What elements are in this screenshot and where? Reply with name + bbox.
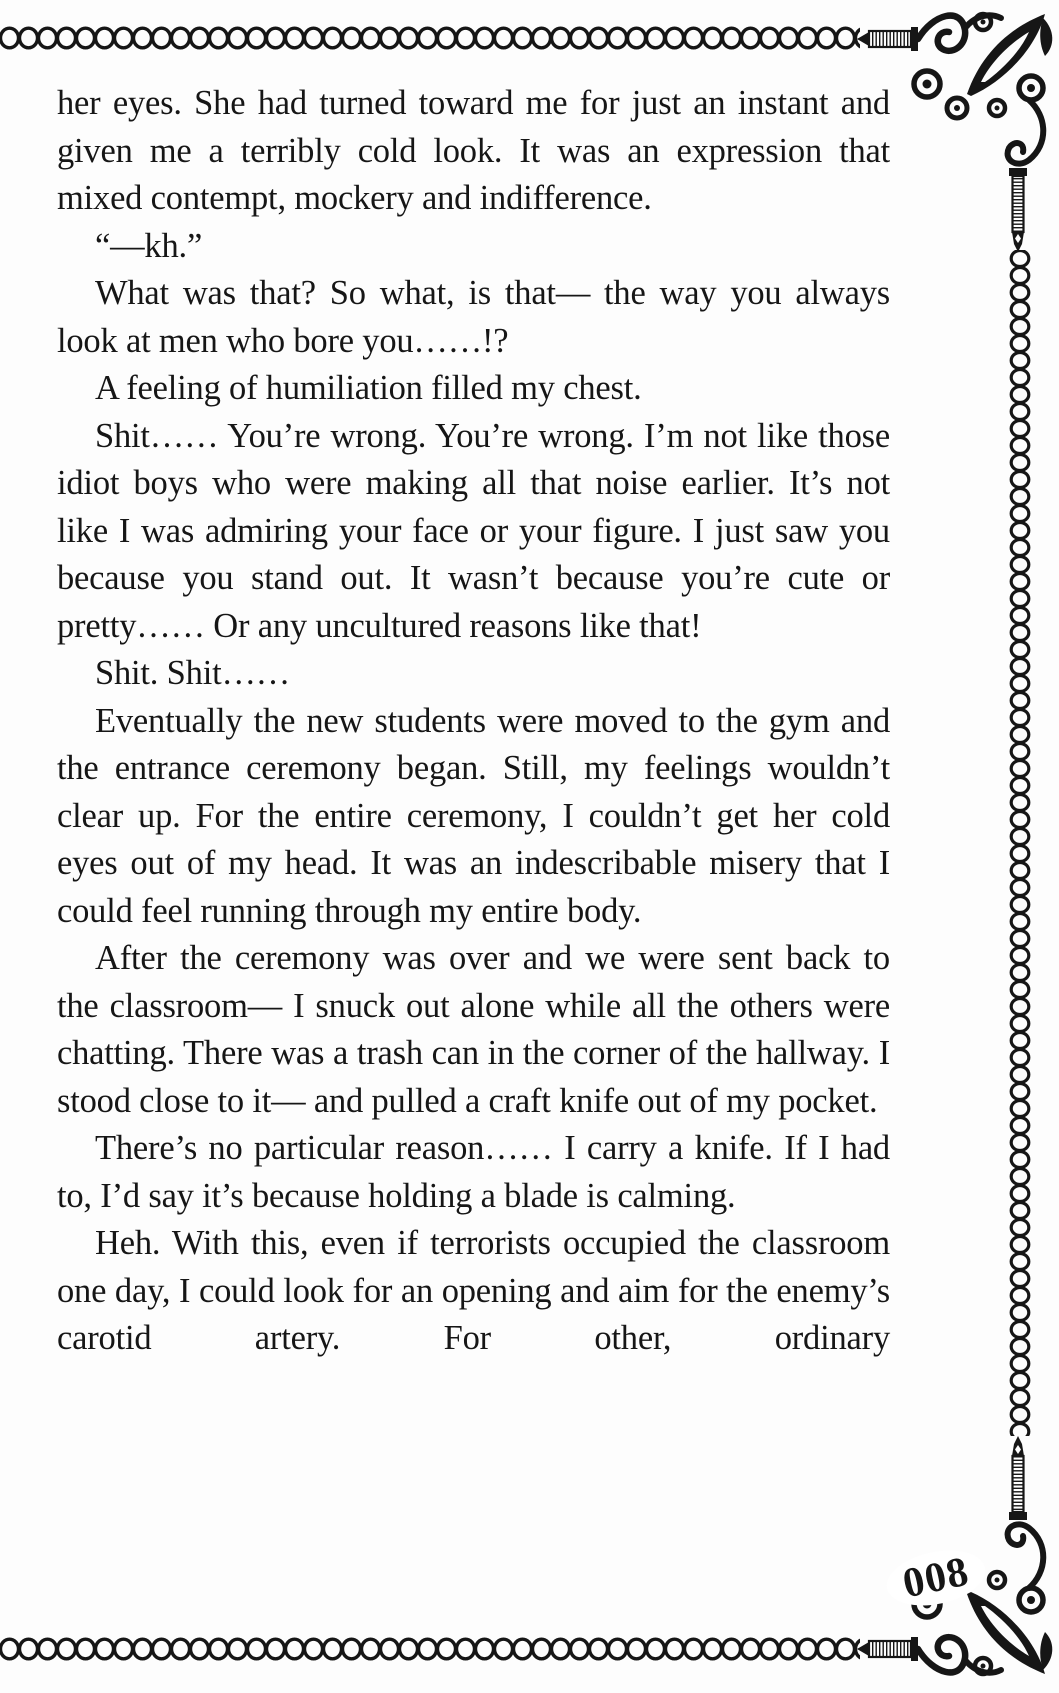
page-text xyxy=(57,80,890,1363)
paragraph: Heh. With this, even if terrorists occupied the classroom one day, I could look for an opening and aim for the enemy’s carotid artery. For other, ordinary xyxy=(57,1224,890,1357)
right-chain-border-icon xyxy=(1007,250,1033,1436)
paragraph: What was that? So what, is that— the way you always look at men who bore you……!? xyxy=(57,274,890,360)
paragraph: Eventually the new students were moved to the gym and the entrance ceremony began. Still, my feelings wouldn’t clear up. For the entire ceremony, I couldn’t get her cold eyes out of my head. It was an indescribable misery that I could feel running through my entire body. xyxy=(57,701,890,930)
bottom-chain-border-icon xyxy=(0,1637,860,1661)
paragraph: There’s no particular reason…… I carry a knife. If I had to, I’d say it’s because holding a blade is calming. xyxy=(57,1129,890,1215)
paragraph: Shit. Shit…… xyxy=(95,654,291,692)
paragraph: “—kh.” xyxy=(95,226,203,265)
paragraph: After the ceremony was over and we were sent back to the classroom— I snuck out alone while all the others were chatting. There was a trash can in the corner of the hallway. I stood close to it— and pulled a craft knife out of my pocket. xyxy=(57,939,890,1120)
paragraph: her eyes. She had turned toward me for just an instant and given me a terribly cold look. It was an expression that mixed contempt, mockery and indifference. xyxy=(57,84,890,217)
page-number: 008 xyxy=(882,1542,991,1614)
top-chain-border-icon xyxy=(0,26,860,50)
paragraph: Shit…… You’re wrong. You’re wrong. I’m not like those idiot boys who were making all that noise earlier. It’s not like I was admiring your face or your figure. I just saw you because you stand out. It wasn’t because you’re cute or pretty…… Or any uncultured reasons like that! xyxy=(57,416,890,645)
paragraph: A feeling of humiliation filled my chest. xyxy=(95,369,642,407)
